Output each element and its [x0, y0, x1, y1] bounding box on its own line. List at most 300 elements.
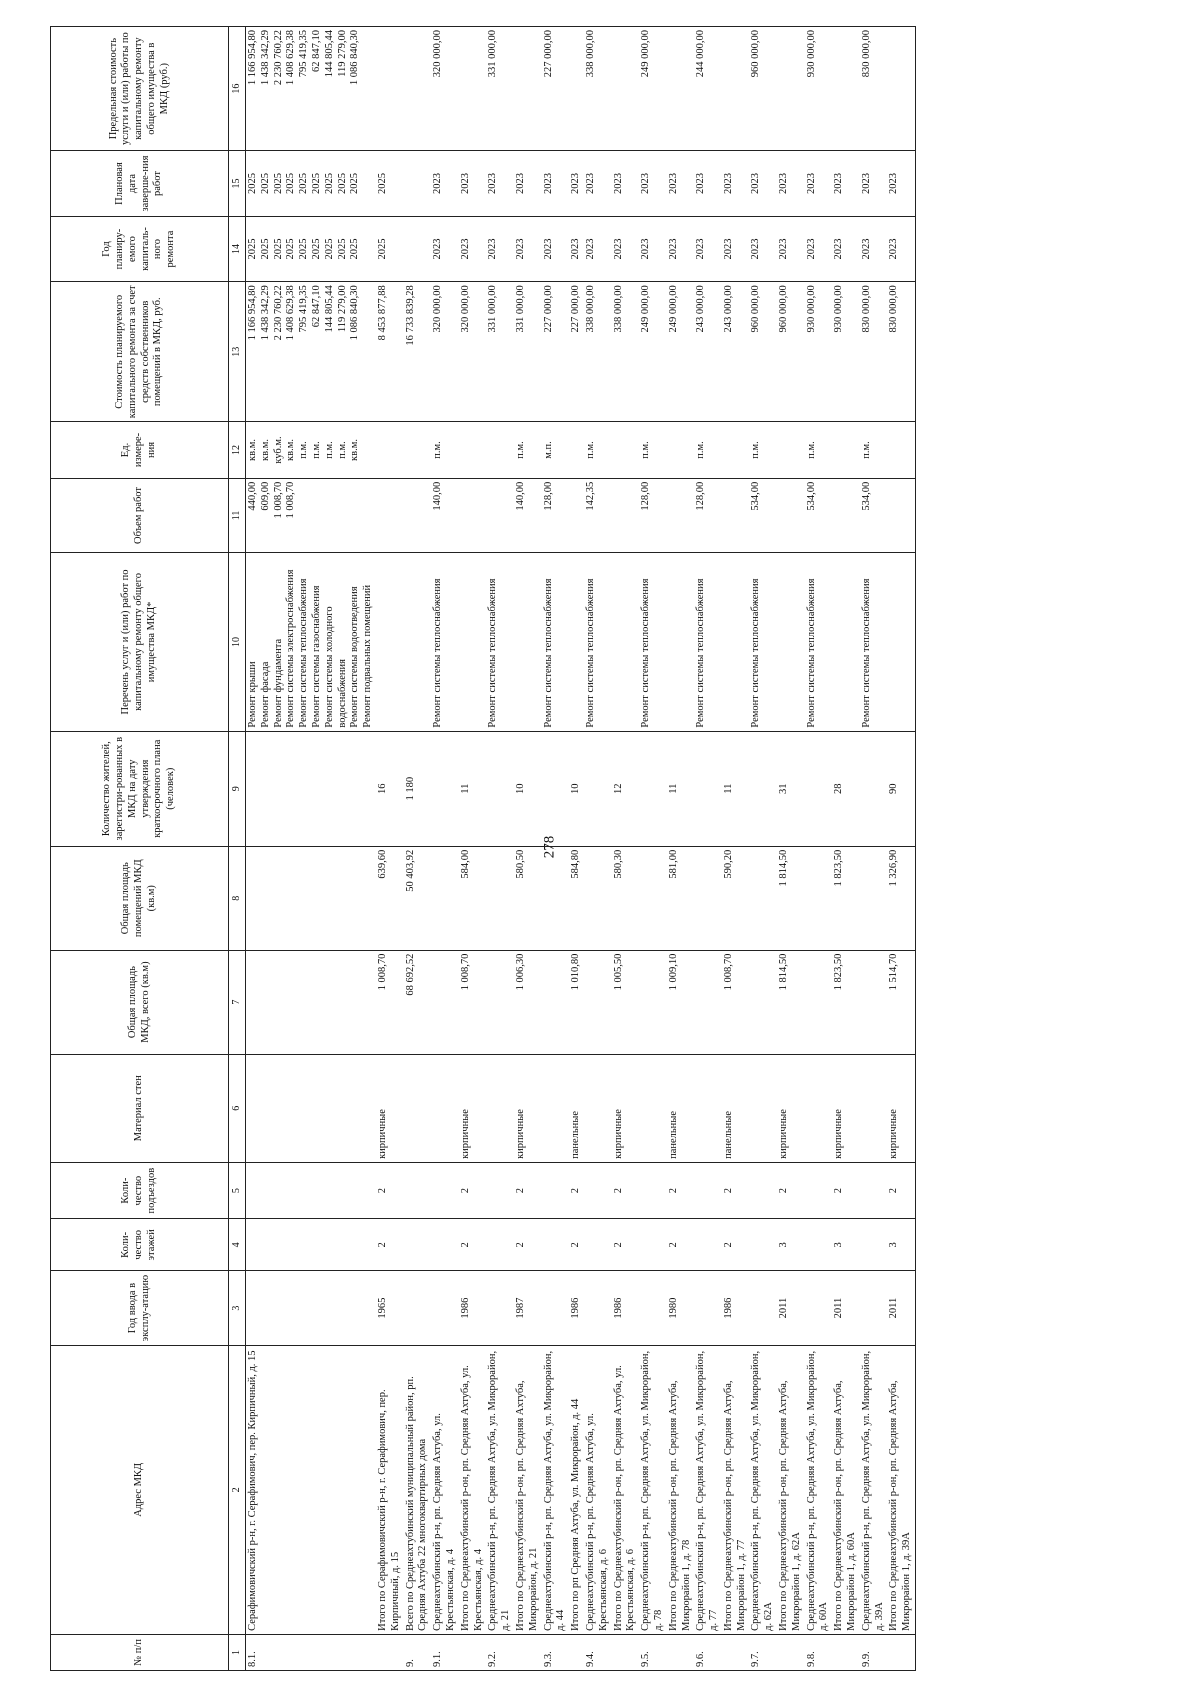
planned-year-cell: [860, 216, 888, 281]
unit-cell: [667, 422, 695, 478]
planned-year-cell: [459, 216, 487, 281]
wall-material-cell: [639, 1054, 667, 1162]
entrance-count-cell: 2: [376, 1162, 404, 1218]
works-list-cell: [722, 553, 750, 731]
limit-cost-line: 795 419,35: [298, 30, 310, 78]
limit-cost-cell: [777, 27, 805, 151]
work-volume-line: 534,00: [860, 481, 872, 511]
commission-year-cell: [584, 1271, 612, 1346]
residents-count-cell: 11: [667, 731, 695, 846]
completion-date-line: 2023: [667, 173, 679, 195]
wall-material-cell: кирпичные: [459, 1054, 487, 1162]
commission-year-cell: 2011: [887, 1271, 915, 1346]
work-volume-cell: [459, 478, 487, 553]
total-area-cell: 1 823,50: [832, 950, 860, 1054]
wall-material-cell: кирпичные: [514, 1054, 542, 1162]
address-cell: Всего по Среднеахтубинский муниципальный район, рп. Средняя Ахтуба 22 многоквартирных дома: [404, 1345, 432, 1634]
limit-cost-cell: [694, 27, 722, 151]
unit-cell: [584, 422, 612, 478]
planned-year-line: 2023: [612, 238, 624, 260]
capital-repair-table: [50, 26, 916, 1671]
planned-cost-cell: [542, 282, 570, 422]
limit-cost-line: 227 000,00: [542, 30, 554, 78]
table-row: [431, 27, 459, 1671]
premises-area-cell: 580,30: [612, 846, 640, 950]
wall-material-cell: [860, 1054, 888, 1162]
planned-cost-line: 249 000,00: [640, 285, 652, 333]
wall-material-cell: панельные: [569, 1054, 584, 1162]
planned-cost-cell: [777, 282, 805, 422]
planned-year-line: 2023: [542, 238, 554, 260]
page-number: 278: [541, 835, 558, 859]
work-volume-cell: [777, 478, 805, 553]
residents-count-cell: [639, 731, 667, 846]
completion-date-cell: [542, 151, 570, 216]
table-row: [584, 27, 612, 1671]
commission-year-cell: [639, 1271, 667, 1346]
planned-cost-cell: [569, 282, 584, 422]
address-cell: Среднеахтубинский р-н, рп. Средняя Ахтуба, ул. Крестьянская, д. 6: [584, 1345, 612, 1634]
unit-cell: [639, 422, 667, 478]
premises-area-cell: [486, 846, 514, 950]
work-volume-line: 140,00: [514, 481, 526, 511]
planned-year-line: 2023: [667, 238, 679, 260]
floor-count-cell: 2: [569, 1219, 584, 1271]
unit-line: п.м.: [323, 441, 335, 459]
commission-year-cell: 1986: [459, 1271, 487, 1346]
work-volume-line: 534,00: [805, 481, 817, 511]
planned-year-line: 2023: [432, 238, 444, 260]
floor-count-cell: 2: [514, 1219, 542, 1271]
planned-year-cell: [832, 216, 860, 281]
row-number-cell: [514, 1634, 542, 1670]
limit-cost-cell: [514, 27, 542, 151]
planned-cost-cell: [431, 282, 459, 422]
planned-year-cell: [639, 216, 667, 281]
wall-material-cell: [431, 1054, 459, 1162]
column-number-10: 10: [229, 553, 246, 731]
residents-count-cell: 11: [459, 731, 487, 846]
unit-cell: [860, 422, 888, 478]
completion-date-line: 2023: [570, 173, 582, 195]
entrance-count-cell: 2: [667, 1162, 695, 1218]
commission-year-cell: [486, 1271, 514, 1346]
commission-year-cell: 2011: [777, 1271, 805, 1346]
planned-year-cell: [694, 216, 722, 281]
limit-cost-line: 62 847,10: [310, 30, 322, 72]
unit-line: п.м.: [695, 441, 707, 459]
table-row: [832, 27, 860, 1671]
limit-cost-line: 960 000,00: [750, 30, 762, 78]
commission-year-cell: 1986: [612, 1271, 640, 1346]
entrance-count-cell: [431, 1162, 459, 1218]
completion-date-cell: [431, 151, 459, 216]
limit-cost-line: 2 230 760,22: [272, 30, 284, 86]
address-cell: Итого по Среднеахтубинский р-он, рп. Средняя Ахтуба, Микрорайон 1, д. 62А: [777, 1345, 805, 1634]
residents-count-cell: [694, 731, 722, 846]
works-list-cell: [694, 553, 722, 731]
row-number-cell: 9.5.: [639, 1634, 667, 1670]
limit-cost-cell: [376, 27, 404, 151]
works-list-line: Ремонт системы теплоснабжения: [805, 578, 817, 728]
wall-material-cell: [246, 1054, 376, 1162]
limit-cost-line: 249 000,00: [640, 30, 652, 78]
work-volume-cell: [832, 478, 860, 553]
table-body: [246, 27, 916, 1671]
work-volume-cell: [542, 478, 570, 553]
premises-area-cell: [694, 846, 722, 950]
entrance-count-cell: 2: [459, 1162, 487, 1218]
planned-cost-line: 795 419,35: [298, 285, 310, 333]
total-area-cell: 1 009,10: [667, 950, 695, 1054]
works-list-cell: [832, 553, 860, 731]
works-list-cell: [376, 553, 404, 731]
residents-count-cell: 12: [612, 731, 640, 846]
planned-cost-cell: [805, 282, 833, 422]
address-cell: Среднеахтубинский р-н, рп. Средняя Ахтуба, ул. Микрорайон, д. 60А: [805, 1345, 833, 1634]
column-number-11: 11: [229, 478, 246, 553]
planned-year-cell: [486, 216, 514, 281]
work-volume-line: 534,00: [750, 481, 762, 511]
completion-date-line: 2023: [833, 173, 845, 195]
row-number-cell: [667, 1634, 695, 1670]
unit-cell: [486, 422, 514, 478]
limit-cost-line: 830 000,00: [860, 30, 872, 78]
works-list-cell: [459, 553, 487, 731]
premises-area-cell: 1 326,90: [887, 846, 915, 950]
completion-date-line: 2023: [612, 173, 624, 195]
planned-cost-line: 331 000,00: [514, 285, 526, 333]
table-row: [542, 27, 570, 1671]
work-volume-line: 128,00: [640, 481, 652, 511]
planned-year-line: 2025: [336, 238, 348, 260]
wall-material-cell: [404, 1054, 432, 1162]
planned-cost-line: 2 230 760,22: [272, 285, 284, 341]
entrance-count-cell: 2: [887, 1162, 915, 1218]
planned-cost-cell: [514, 282, 542, 422]
completion-date-line: 2023: [432, 173, 444, 195]
unit-cell: [612, 422, 640, 478]
wall-material-cell: [805, 1054, 833, 1162]
planned-cost-line: 144 805,44: [323, 285, 335, 333]
works-list-line: Ремонт фасада: [259, 661, 271, 728]
planned-cost-line: 1 408 629,38: [285, 285, 297, 341]
limit-cost-cell: [832, 27, 860, 151]
address-cell: Среднеахтубинский р-н, рп. Средняя Ахтуба, ул. Микрорайон, д. 39А: [860, 1345, 888, 1634]
limit-cost-cell: [639, 27, 667, 151]
table-row: [639, 27, 667, 1671]
completion-date-cell: [805, 151, 833, 216]
row-number-cell: [722, 1634, 750, 1670]
row-number-cell: 8.1.: [246, 1634, 376, 1670]
floor-count-cell: 2: [667, 1219, 695, 1271]
wall-material-cell: кирпичные: [777, 1054, 805, 1162]
planned-year-cell: [887, 216, 915, 281]
completion-date-line: 2023: [487, 173, 499, 195]
entrance-count-cell: 2: [777, 1162, 805, 1218]
column-header-6: Материал стен: [51, 1054, 229, 1162]
row-number-cell: 9.1.: [431, 1634, 459, 1670]
entrance-count-cell: 2: [514, 1162, 542, 1218]
row-number-cell: 9.7.: [749, 1634, 777, 1670]
row-number-cell: 9.4.: [584, 1634, 612, 1670]
planned-year-line: 2023: [833, 238, 845, 260]
limit-cost-cell: [542, 27, 570, 151]
works-list-line: Ремонт системы теплоснабжения: [860, 578, 872, 728]
work-volume-cell: [722, 478, 750, 553]
planned-year-cell: [542, 216, 570, 281]
column-number-2: 2: [229, 1345, 246, 1634]
table-row: [376, 27, 404, 1671]
address-cell: Среднеахтубинский р-н, рп. Средняя Ахтуба, ул. Микрорайон, д. 77: [694, 1345, 722, 1634]
completion-date-line: 2023: [695, 173, 707, 195]
total-area-cell: 1 006,30: [514, 950, 542, 1054]
premises-area-cell: [431, 846, 459, 950]
planned-year-line: 2025: [310, 238, 322, 260]
column-header-16: Предельная стоимость услуги и (или) работы по капитальному ремонту общего имущества в МКД (руб.): [51, 27, 229, 151]
premises-area-cell: 584,80: [569, 846, 584, 950]
unit-line: п.м.: [805, 441, 817, 459]
column-number-12: 12: [229, 422, 246, 478]
work-volume-cell: [376, 478, 404, 553]
works-list-line: Ремонт системы теплоснабжения: [695, 578, 707, 728]
completion-date-line: 2025: [259, 173, 271, 195]
limit-cost-cell: [612, 27, 640, 151]
row-number-cell: [887, 1634, 915, 1670]
work-volume-line: 140,00: [432, 481, 444, 511]
work-volume-line: 440,00: [247, 481, 258, 511]
premises-area-cell: 1 814,50: [777, 846, 805, 950]
unit-line: кв.м.: [349, 439, 361, 461]
unit-cell: [777, 422, 805, 478]
commission-year-cell: [694, 1271, 722, 1346]
unit-cell: [887, 422, 915, 478]
row-number-cell: [376, 1634, 404, 1670]
wall-material-cell: кирпичные: [887, 1054, 915, 1162]
unit-line: п.м.: [310, 441, 322, 459]
completion-date-line: 2023: [722, 173, 734, 195]
completion-date-line: 2023: [584, 173, 596, 195]
table-row: [486, 27, 514, 1671]
entrance-count-cell: [246, 1162, 376, 1218]
planned-year-cell: [569, 216, 584, 281]
work-volume-cell: [514, 478, 542, 553]
premises-area-cell: 639,60: [376, 846, 404, 950]
wall-material-cell: [584, 1054, 612, 1162]
planned-year-line: 2023: [570, 238, 582, 260]
row-number-cell: [832, 1634, 860, 1670]
entrance-count-cell: 2: [722, 1162, 750, 1218]
limit-cost-line: 1 438 342,29: [259, 30, 271, 86]
completion-date-line: 2025: [376, 173, 388, 195]
unit-line: п.м.: [640, 441, 652, 459]
floor-count-cell: [694, 1219, 722, 1271]
work-volume-line: 128,00: [542, 481, 554, 511]
address-cell: Итого по Среднеахтубинский р-он, рп. Средняя Ахтуба, Микрорайон 1, д. 77: [722, 1345, 750, 1634]
planned-year-line: 2023: [514, 238, 526, 260]
floor-count-cell: 3: [832, 1219, 860, 1271]
premises-area-cell: [246, 846, 376, 950]
column-header-11: Объем работ: [51, 478, 229, 553]
planned-cost-line: 16 733 839,28: [404, 285, 416, 346]
unit-cell: [569, 422, 584, 478]
work-volume-cell: [694, 478, 722, 553]
limit-cost-line: 320 000,00: [432, 30, 444, 78]
works-list-cell: [639, 553, 667, 731]
column-header-15: Плановая дата заверше-ния работ: [51, 151, 229, 216]
column-number-5: 5: [229, 1162, 246, 1218]
row-number-cell: 9.6.: [694, 1634, 722, 1670]
works-list-line: Ремонт системы водоотведения: [349, 586, 361, 728]
work-volume-cell: [639, 478, 667, 553]
planned-cost-cell: [722, 282, 750, 422]
residents-count-cell: [246, 731, 376, 846]
premises-area-cell: 590,20: [722, 846, 750, 950]
limit-cost-line: 930 000,00: [805, 30, 817, 78]
commission-year-cell: [246, 1271, 376, 1346]
wall-material-cell: кирпичные: [612, 1054, 640, 1162]
planned-cost-line: 119 279,00: [336, 285, 348, 333]
planned-year-line: 2025: [323, 238, 335, 260]
completion-date-line: 2023: [860, 173, 872, 195]
premises-area-cell: [584, 846, 612, 950]
floor-count-cell: [584, 1219, 612, 1271]
planned-year-line: 2025: [285, 238, 297, 260]
works-list-cell: [246, 553, 376, 731]
total-area-cell: [694, 950, 722, 1054]
completion-date-cell: [514, 151, 542, 216]
address-cell: Среднеахтубинский р-н, рп. Средняя Ахтуба, ул. Крестьянская, д. 4: [431, 1345, 459, 1634]
table-row: [805, 27, 833, 1671]
premises-area-cell: 580,50: [514, 846, 542, 950]
total-area-cell: 1 008,70: [722, 950, 750, 1054]
completion-date-cell: [486, 151, 514, 216]
completion-date-cell: [667, 151, 695, 216]
completion-date-cell: [749, 151, 777, 216]
completion-date-cell: [404, 151, 432, 216]
limit-cost-cell: [667, 27, 695, 151]
planned-year-line: 2023: [695, 238, 707, 260]
planned-cost-line: 227 000,00: [570, 285, 582, 333]
limit-cost-line: 144 805,44: [323, 30, 335, 78]
completion-date-line: 2025: [298, 173, 310, 195]
floor-count-cell: 2: [612, 1219, 640, 1271]
unit-cell: [404, 422, 432, 478]
commission-year-cell: 1965: [376, 1271, 404, 1346]
address-cell: Итого по Среднеахтубинский р-он, рп. Средняя Ахтуба, ул. Крестьянская, д. 6: [612, 1345, 640, 1634]
header-row: [51, 27, 229, 1671]
completion-date-line: 2023: [459, 173, 471, 195]
planned-year-line: 2023: [487, 238, 499, 260]
work-volume-cell: [805, 478, 833, 553]
planned-year-cell: [722, 216, 750, 281]
limit-cost-line: 338 000,00: [584, 30, 596, 78]
address-cell: Среднеахтубинский р-н, рп. Средняя Ахтуба, ул. Микрорайон, д. 62А: [749, 1345, 777, 1634]
residents-count-cell: [805, 731, 833, 846]
residents-count-cell: [749, 731, 777, 846]
column-header-4: Коли-чество этажей: [51, 1219, 229, 1271]
planned-year-cell: [431, 216, 459, 281]
completion-date-cell: [639, 151, 667, 216]
planned-cost-line: 338 000,00: [612, 285, 624, 333]
total-area-cell: [639, 950, 667, 1054]
works-list-line: Ремонт системы газоснабжения: [310, 585, 322, 728]
total-area-cell: 1 008,70: [376, 950, 404, 1054]
planned-cost-line: 830 000,00: [888, 285, 900, 333]
wall-material-cell: панельные: [667, 1054, 695, 1162]
column-header-3: Год ввода в эксплу-атацию: [51, 1271, 229, 1346]
work-volume-cell: [584, 478, 612, 553]
entrance-count-cell: [486, 1162, 514, 1218]
planned-cost-line: 249 000,00: [667, 285, 679, 333]
work-volume-line: 142,35: [584, 481, 596, 511]
planned-year-line: 2023: [860, 238, 872, 260]
planned-cost-cell: [860, 282, 888, 422]
premises-area-cell: 581,00: [667, 846, 695, 950]
planned-cost-line: 338 000,00: [584, 285, 596, 333]
column-number-7: 7: [229, 950, 246, 1054]
work-volume-line: 128,00: [695, 481, 707, 511]
entrance-count-cell: 2: [832, 1162, 860, 1218]
limit-cost-cell: [431, 27, 459, 151]
planned-cost-line: 960 000,00: [778, 285, 790, 333]
address-cell: Итого по Среднеахтубинский р-он, рп. Средняя Ахтуба, Микрорайон, д. 21: [514, 1345, 542, 1634]
total-area-cell: [542, 950, 570, 1054]
residents-count-cell: 16: [376, 731, 404, 846]
column-number-4: 4: [229, 1219, 246, 1271]
planned-cost-cell: [584, 282, 612, 422]
works-list-line: Ремонт подвальных помещений: [362, 584, 374, 728]
floor-count-cell: 2: [722, 1219, 750, 1271]
table-row: [722, 27, 750, 1671]
column-number-16: 16: [229, 27, 246, 151]
works-list-cell: [860, 553, 888, 731]
unit-line: кв.м.: [259, 439, 271, 461]
table-row: [694, 27, 722, 1671]
planned-cost-cell: [486, 282, 514, 422]
row-number-cell: [777, 1634, 805, 1670]
planned-year-line: 2023: [888, 238, 900, 260]
entrance-count-cell: [584, 1162, 612, 1218]
planned-year-cell: [584, 216, 612, 281]
limit-cost-cell: [860, 27, 888, 151]
premises-area-cell: 584,00: [459, 846, 487, 950]
completion-date-cell: [860, 151, 888, 216]
unit-cell: [694, 422, 722, 478]
completion-date-line: 2025: [247, 173, 258, 195]
address-cell: Среднеахтубинский р-н, рп. Средняя Ахтуба, ул. Микрорайон, д. 44: [542, 1345, 570, 1634]
total-area-cell: 1 008,70: [459, 950, 487, 1054]
work-volume-line: 609,00: [259, 481, 271, 511]
works-list-line: Ремонт системы электроснабжения: [285, 569, 297, 728]
floor-count-cell: [431, 1219, 459, 1271]
work-volume-cell: [749, 478, 777, 553]
table-row: [612, 27, 640, 1671]
unit-cell: [805, 422, 833, 478]
unit-cell: [514, 422, 542, 478]
limit-cost-cell: [459, 27, 487, 151]
work-volume-cell: [612, 478, 640, 553]
wall-material-cell: [486, 1054, 514, 1162]
planned-year-line: 2023: [640, 238, 652, 260]
planned-year-line: 2025: [376, 238, 388, 260]
completion-date-line: 2025: [336, 173, 348, 195]
commission-year-cell: 1986: [722, 1271, 750, 1346]
planned-cost-line: 331 000,00: [487, 285, 499, 333]
planned-cost-cell: [887, 282, 915, 422]
total-area-cell: 1 005,50: [612, 950, 640, 1054]
total-area-cell: 1 010,80: [569, 950, 584, 1054]
